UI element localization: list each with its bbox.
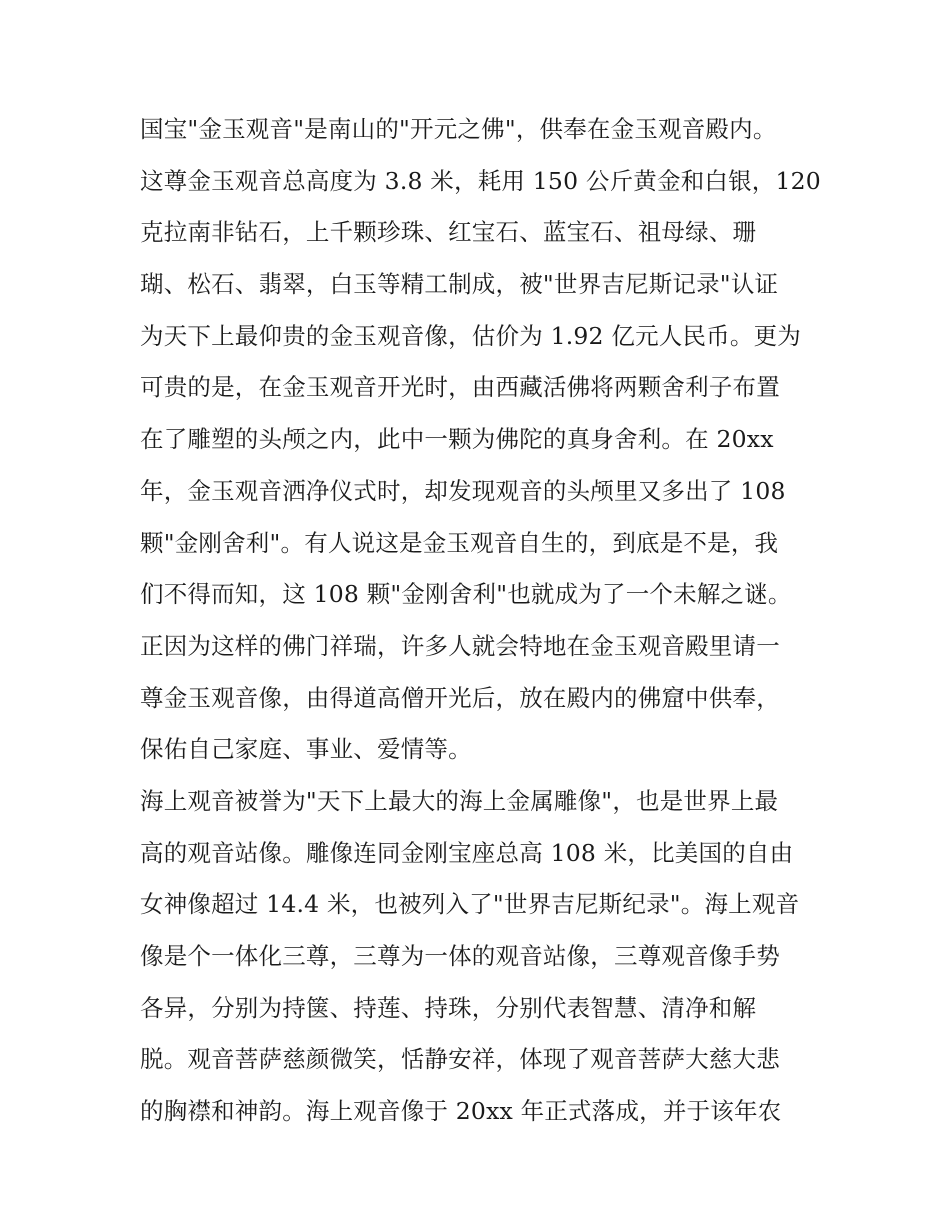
text-line: 尊金玉观音像，由得道高僧开光后，放在殿内的佛窟中供奉， [140, 683, 780, 712]
text-line: 海上观音被誉为"天下上最大的海上金属雕像"，也是世界上最 [140, 786, 779, 815]
text-line: 高的观音站像。雕像连同金刚宝座总高 108 米，比美国的自由 [140, 838, 794, 867]
text-line: 各异，分别为持箧、持莲、持珠，分别代表智慧、清净和解 [140, 993, 757, 1022]
text-line: 瑚、松石、翡翠，白玉等精工制成，被"世界吉尼斯记录"认证 [140, 270, 779, 299]
text-line: 的胸襟和神韵。海上观音像于 20xx 年正式落成，并于该年农 [140, 1097, 782, 1126]
text-line: 克拉南非钻石，上千颗珍珠、红宝石、蓝宝石、祖母绿、珊 [140, 218, 757, 247]
text-line: 这尊金玉观音总高度为 3.8 米，耗用 150 公斤黄金和白银，120 [140, 166, 821, 195]
text-line: 为天下上最仰贵的金玉观音像，估价为 1.92 亿元人民币。更为 [140, 321, 801, 350]
text-line: 女神像超过 14.4 米，也被列入了"世界吉尼斯纪录"。海上观音 [140, 890, 800, 919]
body-text [140, 104, 820, 1138]
text-line: 像是个一体化三尊，三尊为一体的观音站像，三尊观音像手势 [140, 942, 780, 970]
text-line: 在了雕塑的头颅之内，此中一颗为佛陀的真身舍利。在 20xx [140, 425, 774, 454]
text-line: 颗"金刚舍利"。有人说这是金玉观音自生的，到底是不是，我 [140, 528, 779, 557]
text-line: 年，金玉观音洒净仪式时，却发现观音的头颅里又多出了 108 [140, 476, 786, 505]
text-line: 们不得而知，这 108 颗"金刚舍利"也就成为了一个未解之谜。 [140, 580, 792, 609]
text-line: 可贵的是，在金玉观音开光时，由西藏活佛将两颗舍利子布置 [140, 373, 780, 402]
text-line: 保佑自己家庭、事业、爱情等。 [140, 735, 472, 764]
text-line: 正因为这样的佛门祥瑞，许多人就会特地在金玉观音殿里请一 [140, 631, 780, 660]
text-line: 脱。观音菩萨慈颜微笑，恬静安祥，体现了观音菩萨大慈大悲 [140, 1045, 780, 1074]
text-line: 国宝"金玉观音"是南山的"开元之佛"，供奉在金玉观音殿内。 [140, 115, 777, 143]
